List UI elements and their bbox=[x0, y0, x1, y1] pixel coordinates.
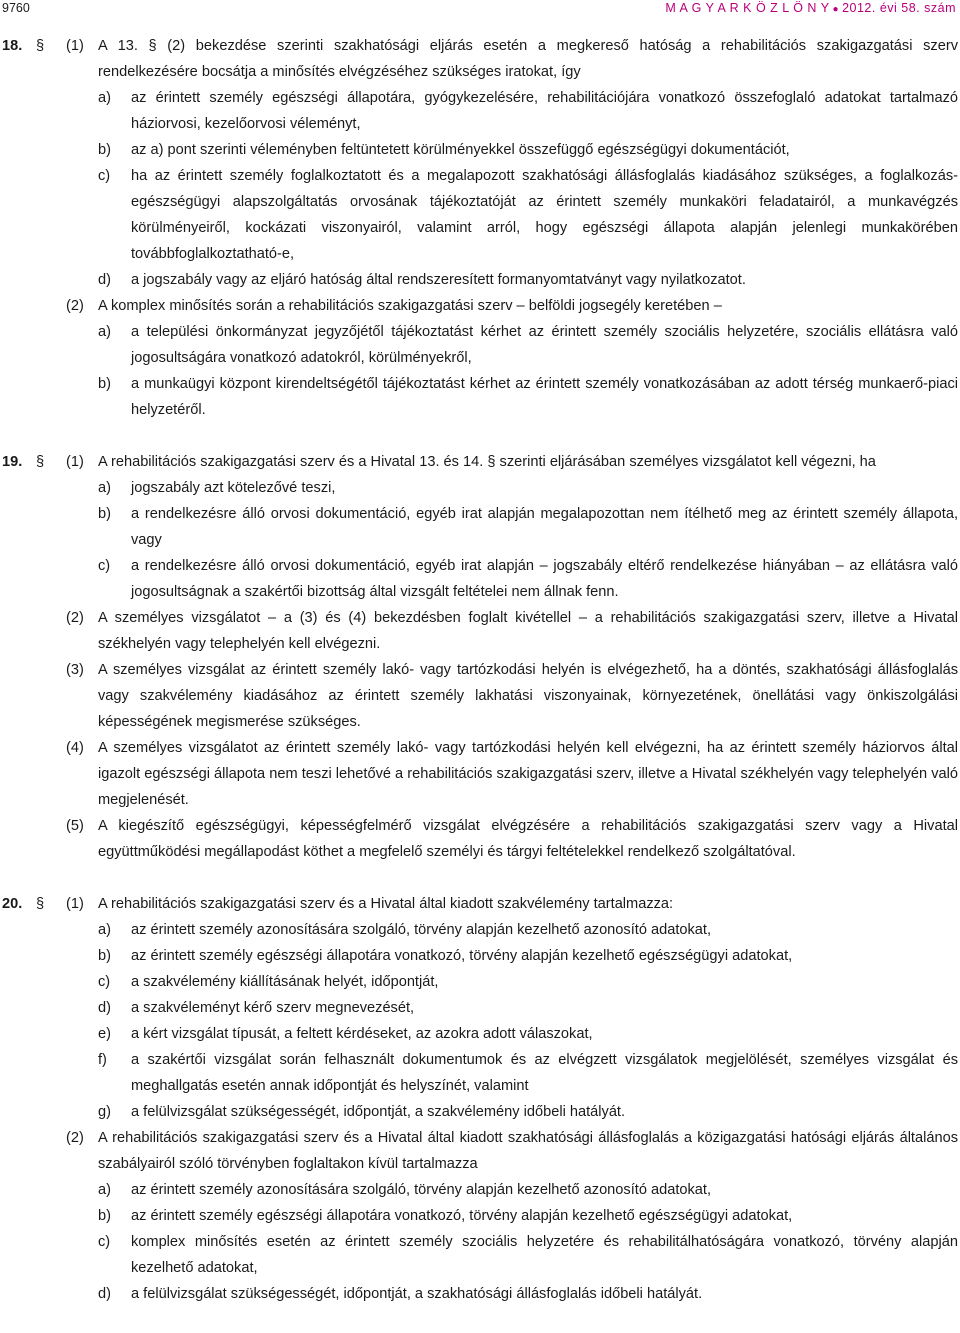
section bbox=[0, 449, 958, 865]
paragraph-text: A rehabilitációs szakigazgatási szerv és a Hivatal 13. és 14. § szerinti eljárásában személyes vizsgálatot kell végezni, ha bbox=[98, 454, 876, 470]
item-text: jogszabály azt kötelezővé teszi, bbox=[131, 480, 336, 496]
paragraph bbox=[0, 293, 958, 319]
paragraph-number: (5) bbox=[66, 818, 84, 834]
item-letter: b) bbox=[98, 142, 111, 158]
item-letter: e) bbox=[98, 1026, 111, 1042]
item-letter: b) bbox=[98, 1208, 111, 1224]
item-text: ha az érintett személy foglalkoztatott és a megalapozott szakhatósági állásfoglalás kiadásához szükséges, a foglalkozás-egészségügyi alapszolgáltatás orvosának tájékoztatóját az érintett személy munkaköri feladatairól, a munkavégzés körülményeiről, kockázati viszonyairól, valamint arról, hogy egészségi állapota alapján jelenlegi munkakörében továbbfoglalkoztatható-e, bbox=[131, 168, 958, 262]
paragraph-text: A személyes vizsgálat az érintett személy lakó- vagy tartózkodási helyén is elvégezhető, ha a döntés, szakhatósági állásfoglalás vagy szakvélemény kiadásához az érintett személy lakhatási viszonyainak, környezetének, önellátási vagy önkiszolgálási képességének megismerése szükséges. bbox=[98, 662, 958, 730]
paragraph-text: A személyes vizsgálatot – a (3) és (4) bekezdésben foglalt kivétellel – a rehabilitációs szakigazgatási szerv, illetve a Hivatal székhelyén vagy telephelyén kell elvégezni. bbox=[98, 610, 958, 652]
item-letter: a) bbox=[98, 90, 111, 106]
list-item bbox=[0, 969, 958, 995]
item-letter: c) bbox=[98, 1234, 111, 1250]
journal-title bbox=[665, 0, 956, 18]
list-item bbox=[0, 85, 958, 137]
paragraph-text: A személyes vizsgálatot az érintett személy lakó- vagy tartózkodási helyén kell elvégezni, ha az érintett személy háziorvos által igazolt egészségi állapota nem teszi lehetővé a rehabilitációs szakigazgatási szerv, illetve a Hivatal székhelyén vagy telephelyén való megjelenését. bbox=[98, 740, 958, 808]
paragraph bbox=[0, 891, 958, 917]
item-text: az érintett személy egészségi állapotára vonatkozó, törvény alapján kezelhető egészségügyi adatokat, bbox=[131, 948, 793, 964]
item-letter: d) bbox=[98, 1000, 111, 1016]
separator-dot-icon: ● bbox=[832, 4, 840, 15]
item-text: az érintett személy azonosítására szolgáló, törvény alapján kezelhető azonosító adatokat, bbox=[131, 922, 712, 938]
paragraph-text: A rehabilitációs szakigazgatási szerv és a Hivatal által kiadott szakhatósági állásfoglalás a közigazgatási hatósági eljárás általános szabályairól szóló törvényben foglaltakon kívül tartalmazza bbox=[98, 1130, 958, 1172]
paragraph-number: (4) bbox=[66, 740, 84, 756]
list-item bbox=[0, 553, 958, 605]
list-item bbox=[0, 1021, 958, 1047]
list-item bbox=[0, 943, 958, 969]
issue-label: 2012. évi 58. szám bbox=[842, 1, 956, 15]
item-text: a szakvélemény kiállításának helyét, időpontját, bbox=[131, 974, 439, 990]
section bbox=[0, 891, 958, 1307]
list-item bbox=[0, 319, 958, 371]
list-item bbox=[0, 475, 958, 501]
item-text: komplex minősítés esetén az érintett személy szociális helyzetére és rehabilitálhatóságára vonatkozó, törvény alapján kezelhető adatokat, bbox=[131, 1234, 958, 1276]
list-item bbox=[0, 1177, 958, 1203]
list-item bbox=[0, 501, 958, 553]
item-letter: a) bbox=[98, 324, 111, 340]
item-text: az érintett személy azonosítására szolgáló, törvény alapján kezelhető azonosító adatokat, bbox=[131, 1182, 712, 1198]
item-text: az érintett személy egészségi állapotára vonatkozó, törvény alapján kezelhető egészségügyi adatokat, bbox=[131, 1208, 793, 1224]
item-letter: b) bbox=[98, 376, 111, 392]
section-sign: § bbox=[36, 896, 45, 912]
paragraph-number: (2) bbox=[66, 610, 84, 626]
item-text: a jogszabály vagy az eljáró hatóság által rendszeresített formanyomtatványt vagy nyilatkozatot. bbox=[131, 272, 746, 288]
item-text: a felülvizsgálat szükségességét, időpontját, a szakhatósági állásfoglalás időbeli hatályát. bbox=[131, 1286, 703, 1302]
paragraph-text: A kiegészítő egészségügyi, képességfelmérő vizsgálat elvégzésére a rehabilitációs szakigazgatási szerv vagy a Hivatal együttműködési megállapodást köthet a megfelelő személyi és tárgyi feltételekkel rendelkező szolgáltatóval. bbox=[98, 818, 958, 860]
item-letter: c) bbox=[98, 974, 111, 990]
section-number: 20. bbox=[2, 896, 23, 912]
paragraph bbox=[0, 605, 958, 657]
paragraph-text: A komplex minősítés során a rehabilitációs szakigazgatási szerv – belföldi jogsegély keretében – bbox=[98, 298, 722, 314]
item-letter: a) bbox=[98, 922, 111, 938]
item-letter: c) bbox=[98, 558, 111, 574]
list-item bbox=[0, 371, 958, 423]
list-item bbox=[0, 1203, 958, 1229]
paragraph-text: A rehabilitációs szakigazgatási szerv és a Hivatal által kiadott szakvélemény tartalmazza: bbox=[98, 896, 674, 912]
item-text: a munkaügyi központ kirendeltségétől tájékoztatást kérhet az érintett személy vonatkozásában az adott térség munkaerő-piaci helyzetéről. bbox=[131, 376, 958, 418]
paragraph-number: (1) bbox=[66, 896, 84, 912]
paragraph bbox=[0, 813, 958, 865]
item-text: a szakvéleményt kérő szerv megnevezését, bbox=[131, 1000, 415, 1016]
item-text: a felülvizsgálat szükségességét, időpontját, a szakvélemény időbeli hatályát. bbox=[131, 1104, 626, 1120]
item-text: a kért vizsgálat típusát, a feltett kérdéseket, az azokra adott válaszokat, bbox=[131, 1026, 593, 1042]
item-text: a szakértői vizsgálat során felhasznált dokumentumok és az elvégzett vizsgálatok megjelölését, személyes vizsgálat és meghallgatás esetén annak időpontját és helyszínét, valamint bbox=[131, 1052, 958, 1094]
paragraph-number: (1) bbox=[66, 38, 84, 54]
item-letter: d) bbox=[98, 272, 111, 288]
list-item bbox=[0, 137, 958, 163]
list-item bbox=[0, 1229, 958, 1281]
list-item bbox=[0, 917, 958, 943]
section-number: 18. bbox=[2, 38, 23, 54]
item-text: a rendelkezésre álló orvosi dokumentáció, egyéb irat alapján megalapozottan nem ítélhető meg az érintett személy állapota, vagy bbox=[131, 506, 958, 548]
paragraph bbox=[0, 1125, 958, 1177]
document-body bbox=[0, 33, 958, 1333]
item-text: a települési önkormányzat jegyzőjétől tájékoztatást kérhet az érintett személy szociális helyzetére, szociális ellátásra való jogosultságára vonatkozó adatokról, körülményekről, bbox=[131, 324, 958, 366]
paragraph bbox=[0, 33, 958, 85]
paragraph bbox=[0, 735, 958, 813]
section bbox=[0, 33, 958, 423]
list-item bbox=[0, 995, 958, 1021]
item-letter: f) bbox=[98, 1052, 107, 1068]
section-number: 19. bbox=[2, 454, 23, 470]
paragraph-number: (3) bbox=[66, 662, 84, 678]
item-letter: b) bbox=[98, 506, 111, 522]
paragraph-number: (2) bbox=[66, 298, 84, 314]
item-letter: b) bbox=[98, 948, 111, 964]
item-text: a rendelkezésre álló orvosi dokumentáció, egyéb irat alapján – jogszabály eltérő rendelkezése hiányában – az ellátásra való jogosultságnak a szakértői bizottság által vizsgált feltételei nem állnak fenn. bbox=[131, 558, 958, 600]
section-sign: § bbox=[36, 38, 45, 54]
paragraph-number: (1) bbox=[66, 454, 84, 470]
paragraph bbox=[0, 657, 958, 735]
item-letter: g) bbox=[98, 1104, 111, 1120]
page-header bbox=[0, 0, 960, 18]
journal-name: M A G Y A R K Ö Z L Ö N Y bbox=[665, 1, 830, 15]
list-item bbox=[0, 1047, 958, 1099]
list-item bbox=[0, 1281, 958, 1307]
page-number: 9760 bbox=[2, 1, 30, 15]
item-letter: c) bbox=[98, 168, 111, 184]
paragraph-number: (2) bbox=[66, 1130, 84, 1146]
paragraph bbox=[0, 449, 958, 475]
paragraph-text: A 13. § (2) bekezdése szerinti szakhatósági eljárás esetén a megkereső hatóság a rehabilitációs szakigazgatási szerv rendelkezésére bocsátja a minősítés elvégzéséhez szükséges iratokat, így bbox=[98, 38, 958, 80]
item-letter: d) bbox=[98, 1286, 111, 1302]
item-text: az érintett személy egészségi állapotára, gyógykezelésére, rehabilitációjára vonatkozó összefoglaló adatokat tartalmazó háziorvosi, kezelőorvosi véleményt, bbox=[131, 90, 958, 132]
item-letter: a) bbox=[98, 1182, 111, 1198]
item-letter: a) bbox=[98, 480, 111, 496]
list-item bbox=[0, 163, 958, 267]
item-text: az a) pont szerinti véleményben feltüntetett körülményekkel összefüggő egészségügyi dokumentációt, bbox=[131, 142, 790, 158]
list-item bbox=[0, 267, 958, 293]
list-item bbox=[0, 1099, 958, 1125]
section-sign: § bbox=[36, 454, 45, 470]
